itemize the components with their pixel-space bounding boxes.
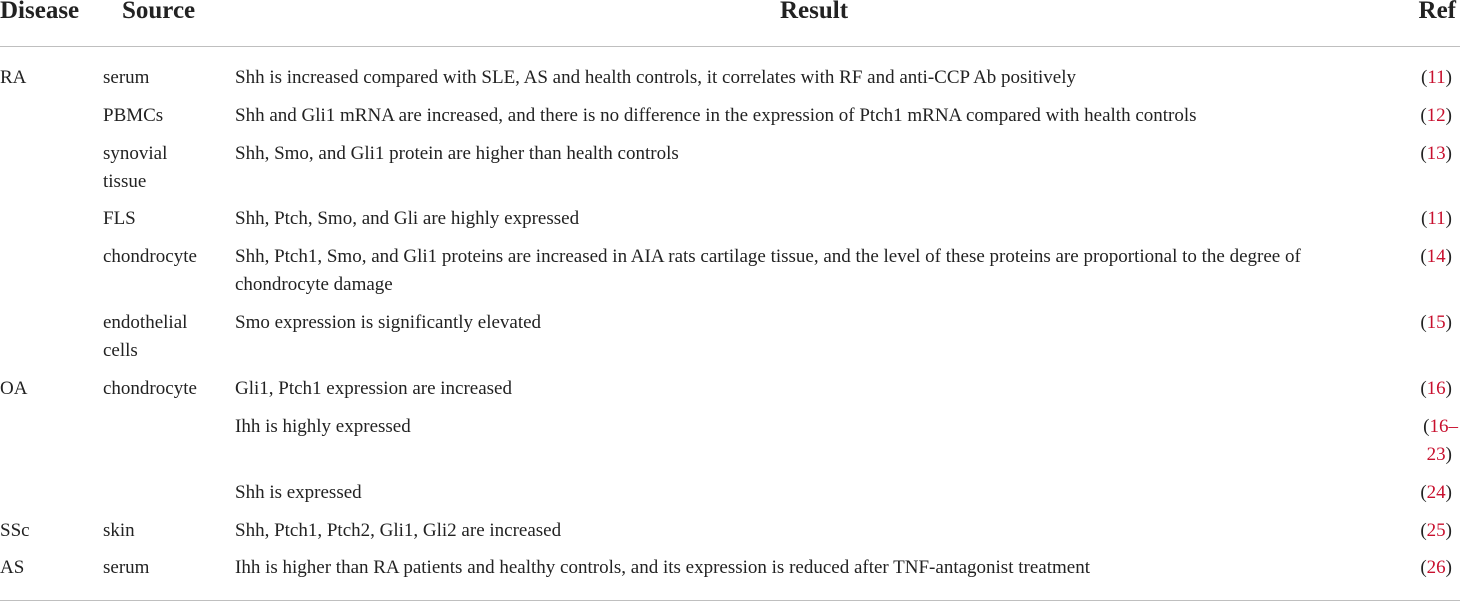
source-cell: skin: [103, 520, 135, 541]
result-cell: Shh and Gli1 mRNA are increased, and there is no difference in the expression of Ptch1 mRNA compared with health controls: [235, 105, 1197, 126]
result-cell: Ihh is highly expressed: [235, 416, 411, 437]
ref-link[interactable]: 11: [1427, 208, 1446, 229]
header-disease: Disease: [0, 0, 80, 24]
header-source: Source: [122, 0, 196, 24]
result-cell: Ihh is higher than RA patients and healthy controls, and its expression is reduced after TNF-antagonist treatment: [235, 557, 1090, 578]
result-cell: Shh, Ptch1, Smo, and Gli1 proteins are increased in AIA rats cartilage tissue, and the level of these proteins are proportional to the degree of chondrocyte damage: [235, 246, 1301, 295]
disease-cell: AS: [0, 557, 25, 578]
ref-cell: (16): [1420, 378, 1452, 399]
ref-link[interactable]: 15: [1426, 312, 1446, 333]
source-cell: chondrocyte: [103, 246, 197, 267]
result-cell: Smo expression is significantly elevated: [235, 312, 542, 333]
ref-link[interactable]: 16–: [1429, 416, 1458, 437]
ref-cell: (13): [1420, 143, 1452, 164]
table-bottom-rule: [0, 600, 1460, 601]
ref-link[interactable]: 14: [1426, 246, 1446, 267]
ref-link[interactable]: 23: [1426, 444, 1446, 465]
source-cell: chondrocyte: [103, 378, 197, 399]
ref-link[interactable]: 16: [1426, 378, 1446, 399]
source-cell: serum: [103, 67, 150, 88]
source-cell: synovial tissue: [103, 143, 168, 192]
source-cell: serum: [103, 557, 150, 578]
header-result: Result: [780, 0, 849, 24]
ref-cell: (11): [1421, 67, 1452, 88]
disease-cell: OA: [0, 378, 28, 399]
ref-link[interactable]: 26: [1426, 557, 1446, 578]
result-cell: Shh, Ptch, Smo, and Gli are highly expressed: [235, 208, 580, 229]
result-cell: Shh is increased compared with SLE, AS and health controls, it correlates with RF and anti-CCP Ab positively: [235, 67, 1076, 88]
ref-cell: (14): [1420, 246, 1452, 267]
result-cell: Gli1, Ptch1 expression are increased: [235, 378, 512, 399]
ref-cell: (12): [1420, 105, 1452, 126]
ref-link[interactable]: 25: [1426, 520, 1446, 541]
ref-cell: (25): [1420, 520, 1452, 541]
ref-link[interactable]: 24: [1426, 482, 1446, 503]
source-cell: endothelial cells: [103, 312, 188, 361]
result-cell: Shh is expressed: [235, 482, 362, 503]
source-cell: FLS: [103, 208, 136, 229]
ref-cell: (24): [1420, 482, 1452, 503]
header-ref: Ref: [1418, 0, 1456, 24]
source-cell: PBMCs: [103, 105, 164, 126]
ref-cell: (11): [1421, 208, 1452, 229]
header-divider: [0, 46, 1460, 47]
result-cell: Shh, Ptch1, Ptch2, Gli1, Gli2 are increased: [235, 520, 562, 541]
disease-cell: RA: [0, 67, 27, 88]
ref-link[interactable]: 12: [1426, 105, 1446, 126]
ref-cell: (26): [1420, 557, 1452, 578]
ref-cell: (16– 23): [1423, 416, 1458, 465]
ref-link[interactable]: 13: [1426, 143, 1446, 164]
ref-cell: (15): [1420, 312, 1452, 333]
disease-cell: SSc: [0, 520, 30, 541]
ref-link[interactable]: 11: [1427, 67, 1446, 88]
result-cell: Shh, Smo, and Gli1 protein are higher than health controls: [235, 143, 679, 164]
